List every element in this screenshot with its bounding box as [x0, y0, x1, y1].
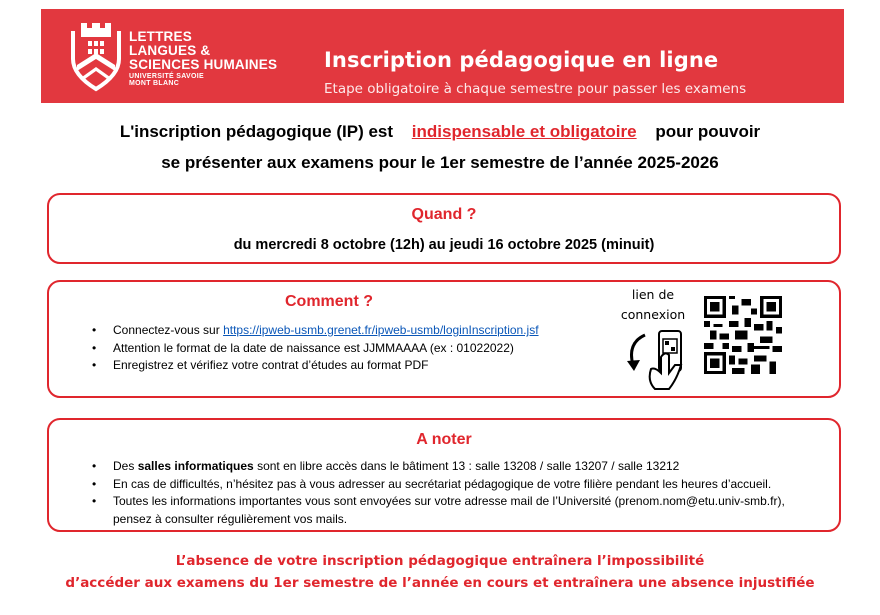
intro-line-1 [0, 122, 880, 142]
footer-warning-line-2: d’accéder aux examens du 1er semestre de l’année en cours et entraînera une absence injustifiée [65, 575, 815, 591]
list-item: • Attention le format de la date de naissance est JJMMAAAA (ex : 01022022) [92, 340, 539, 358]
a-noter-title: A noter [416, 431, 472, 448]
a-noter-item-1-bold: salles informatiques [137, 459, 254, 473]
comment-item-1-prefix: Connectez-vous sur [113, 323, 224, 337]
list-item: • En cas de difficultés, n’hésitez pas à vous adresser au secrétariat pédagogique de votre filière pendant les heures d’accueil. [92, 476, 819, 494]
qr-label [612, 285, 694, 325]
logo-wordmark [129, 30, 277, 88]
logo-line-2: LANGUES & [129, 43, 211, 59]
intro-text-before: L'inscription pédagogique (IP) est [119, 122, 394, 141]
university-logo-icon [67, 19, 125, 93]
phone-scan-icon [625, 329, 695, 393]
quand-dates: du mercredi 8 octobre (12h) au jeudi 16 octobre 2025 (minuit) [233, 237, 655, 253]
banner-title: Inscription pédagogique en ligne [324, 48, 719, 72]
qr-code-icon [704, 296, 782, 374]
intro-text-after: pour pouvoir [655, 122, 761, 141]
quand-box [47, 193, 841, 264]
list-item: • Toutes les informations importantes vous sont envoyées sur votre adresse mail de l’Université (prenom.nom@etu.univ-smb.fr), pensez à consulter régulièrement vos mails. [92, 493, 819, 528]
comment-list [92, 322, 539, 375]
intro-line-2: se présenter aux examens pour le 1er semestre de l’année 2025-2026 [161, 153, 719, 172]
list-item [92, 322, 539, 340]
footer-warning-line-1: L’absence de votre inscription pédagogique entraînera l’impossibilité [175, 553, 705, 569]
qr-label-line-2: connexion [620, 307, 686, 322]
quand-title: Quand ? [411, 206, 477, 223]
logo-line-1: LETTRES [129, 29, 192, 44]
a-noter-list [92, 458, 819, 528]
intro-emphasis: indispensable et obligatoire [411, 122, 637, 141]
list-item: • Enregistrez et vérifiez votre contrat d’études au format PDF [92, 357, 539, 375]
logo-small-1: UNIVERSITÉ SAVOIE [129, 72, 204, 80]
comment-title: Comment ? [285, 293, 373, 310]
qr-label-line-1: lien de [631, 287, 675, 302]
a-noter-box [47, 418, 841, 532]
banner-subtitle: Etape obligatoire à chaque semestre pour passer les examens [324, 81, 747, 97]
header-banner [41, 9, 844, 103]
comment-box [47, 280, 841, 398]
logo-small-2: MONT BLANC [129, 80, 180, 88]
logo-line-3: SCIENCES HUMAINES [129, 57, 278, 73]
login-link[interactable]: https://ipweb-usmb.grenet.fr/ipweb-usmb/loginInscription.jsf [223, 323, 539, 337]
a-noter-item-1-prefix: Des [113, 459, 138, 473]
list-item [92, 458, 819, 476]
a-noter-item-1-rest: sont en libre accès dans le bâtiment 13 : salle 13208 / salle 13207 / salle 13212 [253, 459, 680, 473]
